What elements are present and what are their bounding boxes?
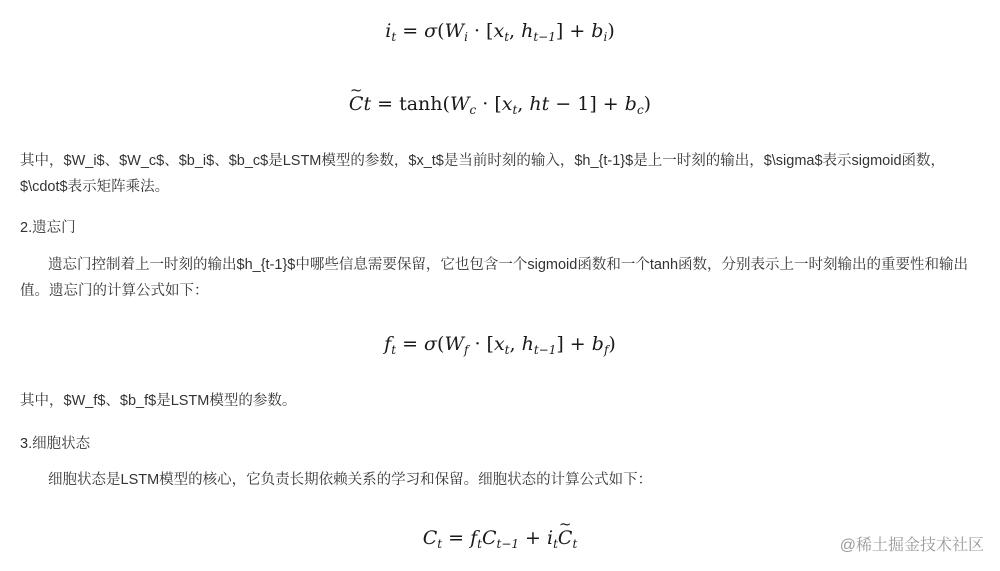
formula-input-gate: $i_t = \sigma(W_i \cdot [x_t$, $h_{t-1}] + b_i$) — [385, 20, 615, 44]
paragraph-forget-gate: 遗忘门控制着上一时刻的输出$h_{t-1}$中哪些信息需要保留，它也包含一个sigmoid函数和一个tanh函数，分别表示上一时刻输出的重要性和输出值。遗忘门的计算公式如下： — [20, 257, 969, 299]
paragraph-forget-params: 其中，$W_f$、$b_f$是LSTM模型的参数。 — [20, 393, 297, 409]
watermark: @稀土掘金技术社区 — [839, 537, 984, 554]
formula-candidate-cell: ~ $Ct = \tanh(W_c \cdot [x_t$, ht − $1] + b_c$) — [0, 95, 1000, 114]
formula-cell-state: $C_t = f_tC_{t-1}$ + $i_t\sim$ $C_t$ — [0, 529, 1000, 548]
section-heading-forget-gate: 2.遗忘门 — [20, 220, 76, 236]
paragraph-parameters: 其中，$W_i$、$W_c$、$b_i$、$b_c$是LSTM模型的参数，$x_t$是当前时刻的输入，$h_{t-1}$是上一时刻的输出，$\sigma$表示sigmoid函数，$\cdot$表示矩阵乘法。 — [20, 153, 946, 195]
formula-forget-gate: $f_t = \sigma(W_f \cdot [x_t$, $h_{t-1}] + b_f$) — [384, 333, 616, 357]
paragraph-cell-state: 细胞状态是LSTM模型的核心，它负责长期依赖关系的学习和保留。细胞状态的计算公式如下： — [48, 472, 653, 488]
section-heading-cell-state: 3.细胞状态 — [20, 436, 91, 452]
